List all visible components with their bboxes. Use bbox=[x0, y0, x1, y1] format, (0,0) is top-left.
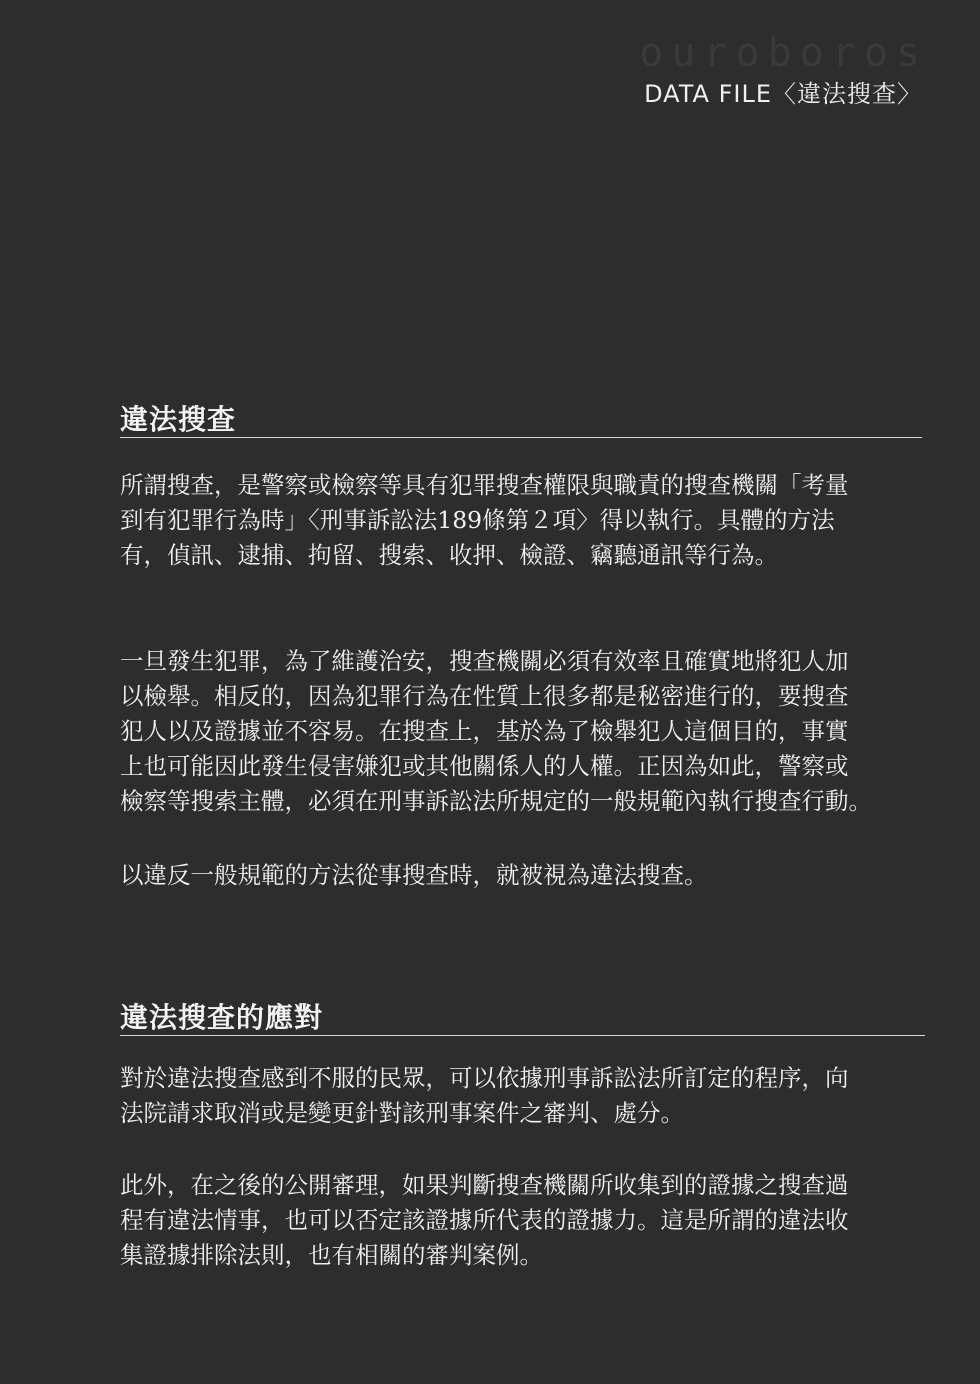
paragraph-line: 有，偵訊、逮捕、拘留、搜索、收押、檢證、竊聽通訊等行為。 bbox=[120, 541, 778, 569]
paragraph-line: 以違反一般規範的方法從事搜查時，就被視為違法搜查。 bbox=[120, 861, 708, 889]
section-divider bbox=[120, 437, 922, 438]
paragraph bbox=[120, 468, 849, 573]
paragraph-line: 檢察等搜索主體，必須在刑事訴訟法所規定的一般規範內執行搜查行動。 bbox=[120, 787, 872, 815]
section-title-response: 違法搜查的應對 bbox=[120, 1001, 324, 1034]
paragraph bbox=[120, 644, 872, 819]
paragraph-line: 到有犯罪行為時」〈刑事訴訟法189條第２項〉得以執行。具體的方法 bbox=[120, 506, 835, 534]
section-divider bbox=[120, 1035, 925, 1036]
paragraph-line: 集證據排除法則，也有相關的審判案例。 bbox=[120, 1241, 543, 1269]
paragraph bbox=[120, 858, 708, 893]
paragraph-line: 上也可能因此發生侵害嫌犯或其他關係人的人權。正因為如此，警察或 bbox=[120, 752, 849, 780]
paragraph-line: 所謂搜查，是警察或檢察等具有犯罪搜查權限與職責的搜查機關「考量 bbox=[120, 471, 849, 499]
paragraph-line: 一旦發生犯罪，為了維護治安，搜查機關必須有效率且確實地將犯人加 bbox=[120, 647, 849, 675]
data-file-label: DATA FILE〈違法搜查〉 bbox=[644, 80, 922, 108]
paragraph-line: 以檢舉。相反的，因為犯罪行為在性質上很多都是秘密進行的，要搜查 bbox=[120, 682, 849, 710]
paragraph bbox=[120, 1168, 849, 1273]
watermark-logo: ouroboros bbox=[639, 30, 928, 76]
paragraph-line: 法院請求取消或是變更針對該刑事案件之審判、處分。 bbox=[120, 1099, 684, 1127]
section-title-illegal-search: 違法搜查 bbox=[120, 403, 237, 436]
paragraph-line: 程有違法情事，也可以否定該證據所代表的證據力。這是所謂的違法收 bbox=[120, 1206, 849, 1234]
paragraph-line: 對於違法搜查感到不服的民眾，可以依據刑事訴訟法所訂定的程序，向 bbox=[120, 1064, 849, 1092]
paragraph-line: 犯人以及證據並不容易。在搜查上，基於為了檢舉犯人這個目的，事實 bbox=[120, 717, 849, 745]
paragraph bbox=[120, 1061, 849, 1131]
paragraph-line: 此外，在之後的公開審理，如果判斷搜查機關所收集到的證據之搜查過 bbox=[120, 1171, 849, 1199]
